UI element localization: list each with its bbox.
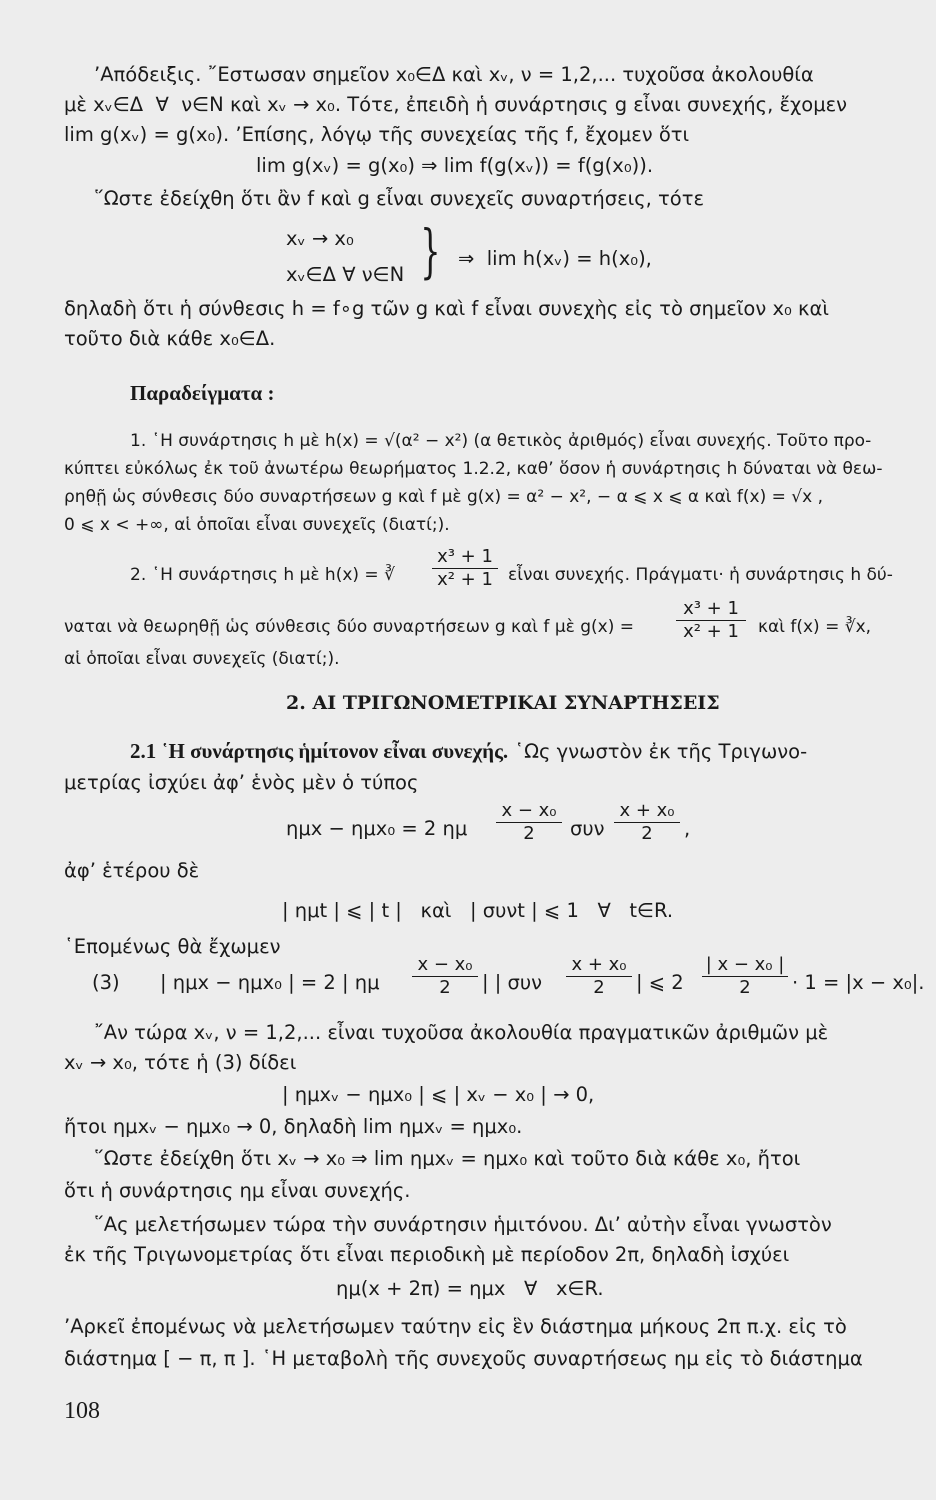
subsection-intro: ῾Ως γνωστὸν ἐκ τῆς Τριγωνο-	[508, 740, 808, 763]
subsection-line-1	[130, 738, 807, 765]
subsection-title: 2.1 ῾Η συνάρτησις ἡμίτονον εἶναι συνεχής.	[130, 739, 509, 763]
formula-1-denominator-2: 2	[641, 823, 653, 844]
section-line-9: ὅτι ἡ συνάρτησις ημ εἶναι συνεχής.	[64, 1179, 411, 1202]
formula-2: | ημt | ⩽ | t | καὶ | συνt | ⩽ 1 ∀ t∈R.	[282, 899, 674, 922]
brace-condition-bottom: xᵥ∈Δ ∀ ν∈N	[286, 263, 405, 286]
example-2-line-2-numerator: x³ + 1	[676, 598, 746, 621]
formula-3-fraction-1	[412, 954, 478, 999]
section-line-6: xᵥ → x₀, τότε ἡ (3) δίδει	[64, 1051, 297, 1074]
section-line-10: ῞Ας μελετήσωμεν τώρα τὴν συνάρτησιν ἡμιτόνου. Δι’ αὐτὴν εἶναι γνωστὸν	[94, 1213, 832, 1236]
formula-3-fraction-3	[702, 954, 788, 999]
section-line-11: ἐκ τῆς Τριγωνομετρίας ὅτι εἶναι περιοδικὴ μὲ περίοδον 2π, δηλαδὴ ἰσχύει	[64, 1243, 790, 1266]
section-line-7: ἤτοι ημxᵥ − ημx₀ → 0, δηλαδὴ lim ημxᵥ = ημx₀.	[64, 1115, 523, 1138]
formula-1-fraction-2	[614, 800, 680, 845]
example-2-line-3: αἱ ὁποῖαι εἶναι συνεχεῖς (διατί;).	[64, 649, 340, 669]
example-1-line-3: ρηθῇ ὡς σύνθεσις δύο συναρτήσεων g καὶ f μὲ g(x) = α² − x², − α ⩽ x ⩽ α καὶ f(x) = √x ,	[64, 487, 823, 507]
formula-3-denominator-3: 2	[739, 977, 751, 998]
page-number: 108	[64, 1398, 100, 1424]
example-2-fraction	[432, 546, 498, 591]
example-2-numerator: x³ + 1	[432, 546, 498, 569]
section-line-8: ῞Ωστε ἐδείχθη ὅτι xᵥ → x₀ ⇒ lim ημxᵥ = ημx₀ καὶ τοῦτο διὰ κάθε x₀, ἤτοι	[94, 1147, 801, 1170]
example-2-line-2-fraction	[676, 598, 746, 643]
formula-3-denominator-2: 2	[593, 977, 605, 998]
example-2-line-1-end: εἶναι συνεχής. Πράγματι· ἡ συνάρτησις h δύ-	[508, 565, 893, 585]
right-brace: }	[420, 217, 441, 285]
proof-line-5: ῞Ωστε ἐδείχθη ὅτι ἂν f καὶ g εἶναι συνεχεῖς συναρτήσεις, τότε	[94, 187, 705, 210]
example-2-line-2-end: καὶ f(x) = ∛x,	[758, 617, 872, 637]
example-2-line-2-start: ναται νὰ θεωρηθῇ ὡς σύνθεσις δύο συναρτήσεων g καὶ f μὲ g(x) =	[64, 617, 634, 637]
formula-3-numerator-3: | x − x₀ |	[702, 954, 788, 977]
section-line-12: ’Αρκεῖ ἐπομένως νὰ μελετήσωμεν ταύτην εἰς ἓν διάστημα μήκους 2π π.χ. εἰς τὸ	[64, 1315, 847, 1338]
section-line-3: ἀφ’ ἑτέρου δὲ	[64, 859, 200, 882]
formula-1-numerator-1: x − x₀	[496, 800, 562, 823]
proof-line-1: ’Απόδειξις. ῎Εστωσαν σημεῖον x₀∈Δ καὶ xᵥ, ν = 1,2,... τυχοῦσα ἀκολουθία	[94, 63, 814, 86]
formula-3-start: | ημx − ημx₀ | = 2 | ημ	[160, 971, 380, 994]
formula-1-start: ημx − ημx₀ = 2 ημ	[286, 817, 468, 840]
example-1-line-2: κύπτει εὐκόλως ἐκ τοῦ ἀνωτέρω θεωρήματος 1.2.2, καθ’ ὅσον ἡ συνάρτησις h δύναται νὰ θεω-	[64, 459, 883, 479]
formula-1-denominator-1: 2	[523, 823, 535, 844]
brace-result: ⇒ lim h(xᵥ) = h(x₀),	[458, 247, 652, 270]
formula-5: ημ(x + 2π) = ημx ∀ x∈R.	[336, 1277, 604, 1300]
proof-line-2: μὲ xᵥ∈Δ ∀ ν∈N καὶ xᵥ → x₀. Τότε, ἐπειδὴ ἡ συνάρτησις g εἶναι συνεχής, ἔχομεν	[64, 93, 848, 116]
formula-3-numerator-1: x − x₀	[412, 954, 478, 977]
formula-1-end: ,	[684, 817, 691, 840]
section-title: 2. ΑΙ ΤΡΙΓΩΝΟΜΕΤΡΙΚΑΙ ΣΥΝΑΡΤΗΣΕΙΣ	[286, 692, 720, 714]
proof-line-6: δηλαδὴ ὅτι ἡ σύνθεσις h = f∘g τῶν g καὶ f εἶναι συνεχὴς εἰς τὸ σημεῖον x₀ καὶ	[64, 297, 829, 320]
formula-4: | ημxᵥ − ημx₀ | ⩽ | xᵥ − x₀ | → 0,	[282, 1083, 595, 1106]
section-line-2: μετρίας ἰσχύει ἀφ’ ἑνὸς μὲν ὁ τύπος	[64, 771, 419, 794]
formula-3-mid: | | συν	[482, 971, 543, 994]
formula-3-mid-2: | ⩽ 2	[636, 971, 684, 994]
section-line-4: ῾Επομένως θὰ ἔχωμεν	[64, 935, 281, 958]
formula-1-numerator-2: x + x₀	[614, 800, 680, 823]
example-1-line-4: 0 ⩽ x < +∞, αἱ ὁποῖαι εἶναι συνεχεῖς (διατί;).	[64, 515, 450, 535]
example-2-line-1-start: 2. ῾Η συνάρτησις h μὲ h(x) = ∛	[130, 565, 395, 585]
proof-line-3: lim g(xᵥ) = g(x₀). ’Επίσης, λόγῳ τῆς συνεχείας τῆς f, ἔχομεν ὅτι	[64, 123, 690, 146]
brace-condition-top: xᵥ → x₀	[286, 227, 354, 250]
examples-heading: Παραδείγματα :	[130, 381, 275, 405]
section-line-13: διάστημα [ − π, π ]. ῾Η μεταβολὴ τῆς συνεχοῦς συναρτήσεως ημ εἰς τὸ διάστημα	[64, 1347, 863, 1370]
formula-1-mid: συν	[570, 817, 605, 840]
formula-3-numerator-2: x + x₀	[566, 954, 632, 977]
formula-3-label: (3)	[92, 971, 120, 994]
section-line-5: ῎Αν τώρα xᵥ, ν = 1,2,... εἶναι τυχοῦσα ἀκολουθία πραγματικῶν ἀριθμῶν μὲ	[94, 1021, 829, 1044]
formula-1-fraction-1	[496, 800, 562, 845]
proof-formula: lim g(xᵥ) = g(x₀) ⇒ lim f(g(xᵥ)) = f(g(x₀)).	[256, 154, 654, 177]
example-2-line-2-denominator: x² + 1	[683, 621, 739, 642]
formula-3-end: · 1 = |x − x₀|.	[792, 971, 925, 994]
formula-3-denominator-1: 2	[439, 977, 451, 998]
example-2-denominator: x² + 1	[437, 569, 493, 590]
formula-3-fraction-2	[566, 954, 632, 999]
proof-line-7: τοῦτο διὰ κάθε x₀∈Δ.	[64, 327, 276, 350]
example-1-line-1: 1. ῾Η συνάρτησις h μὲ h(x) = √(α² − x²) (α θετικὸς ἀριθμός) εἶναι συνεχής. Τοῦτο προ-	[130, 431, 872, 451]
